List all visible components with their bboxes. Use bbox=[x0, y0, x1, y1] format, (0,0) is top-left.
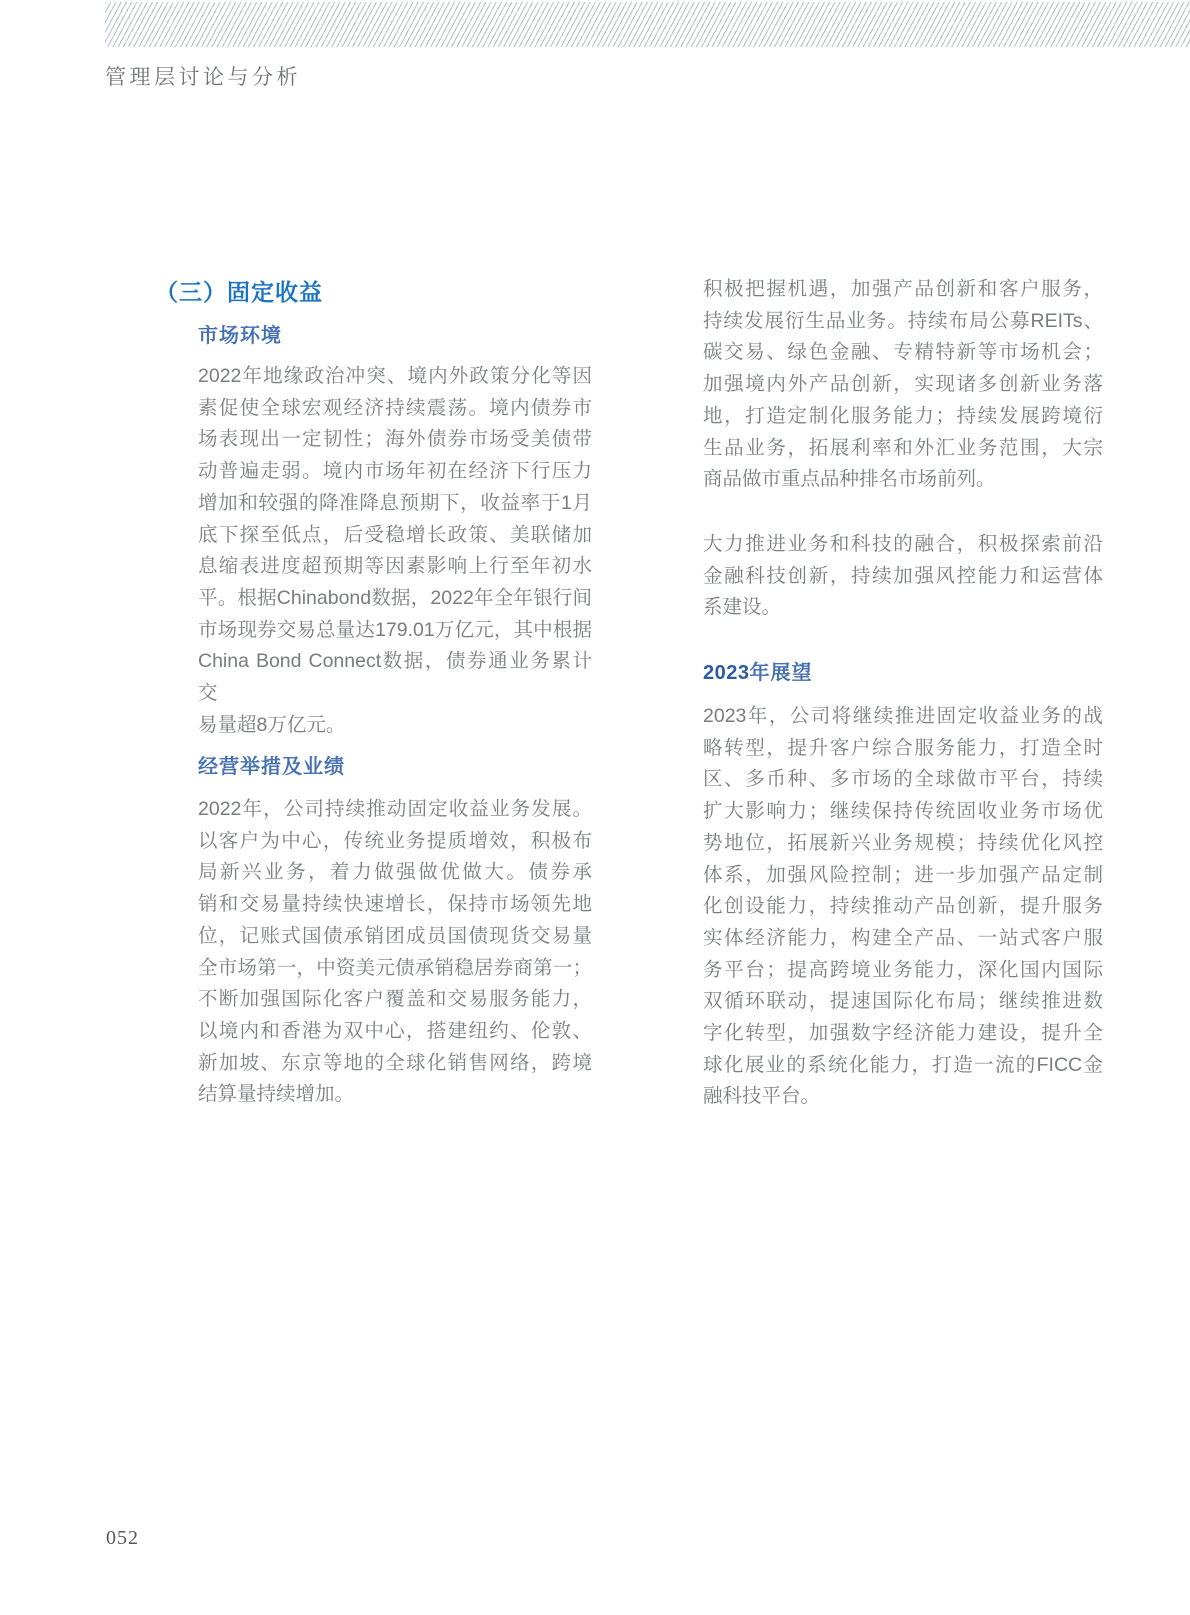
text-line: 扩大影响力；继续保持传统固收业务市场优 bbox=[703, 800, 1103, 823]
text-line: 地，打造定制化服务能力；持续发展跨境衍 bbox=[703, 404, 1103, 427]
text-line: 增加和较强的降准降息预期下，收益率于1月 bbox=[198, 491, 592, 514]
text-line: 以境内和香港为双中心，搭建纽约、伦敦、 bbox=[198, 1019, 592, 1042]
text-line: 易量超8万亿元。 bbox=[198, 713, 346, 736]
text-line: 以客户为中心，传统业务提质增效，积极布 bbox=[198, 829, 592, 852]
text-line: 2023年，公司将继续推进固定收益业务的战 bbox=[703, 705, 1103, 727]
text-line: 金融科技创新，持续加强风控能力和运营体 bbox=[703, 564, 1103, 587]
paragraph-operating-measures bbox=[198, 794, 592, 1111]
subheading-2023-outlook bbox=[703, 656, 813, 685]
text-line: 2022年地缘政治冲突、境内外政策分化等因 bbox=[198, 365, 592, 387]
text-line: 略转型，提升客户综合服务能力，打造全时 bbox=[703, 736, 1103, 759]
text-line: 碳交易、绿色金融、专精特新等市场机会； bbox=[703, 341, 1103, 364]
text-line: 积极把握机遇，加强产品创新和客户服务， bbox=[703, 278, 1103, 300]
text-line: 商品做市重点品种排名市场前列。 bbox=[703, 468, 996, 491]
text-line: 加强境内外产品创新，实现诸多创新业务落 bbox=[703, 373, 1103, 396]
text-line: 生品业务，拓展利率和外汇业务范围，大宗 bbox=[703, 436, 1103, 459]
text-line: China Bond Connect数据，债券通业务累计交 bbox=[198, 650, 592, 705]
text-line: 球化展业的系统化能力，打造一流的FICC金 bbox=[703, 1053, 1103, 1076]
text-line: 持续发展衍生品业务。持续布局公募REITs、 bbox=[703, 309, 1103, 332]
text-line: 势地位，拓展新兴业务规模；持续优化风控 bbox=[703, 831, 1103, 854]
text-line: 不断加强国际化客户覆盖和交易服务能力， bbox=[198, 988, 592, 1011]
text-line: 息缩表进度超预期等因素影响上行至年初水 bbox=[198, 555, 592, 578]
text-line: 新加坡、东京等地的全球化销售网络，跨境 bbox=[198, 1051, 592, 1074]
text-line: 位，记账式国债承销团成员国债现货交易量 bbox=[198, 924, 592, 947]
subheading-operating-measures: 经营举措及业绩 bbox=[198, 756, 345, 778]
text-line: 动普遍走弱。境内市场年初在经济下行压力 bbox=[198, 460, 592, 483]
subheading-market-environment: 市场环境 bbox=[198, 325, 282, 347]
paragraph-2023-outlook bbox=[703, 701, 1103, 1113]
text-line: 字化转型，加强数字经济能力建设，提升全 bbox=[703, 1022, 1103, 1045]
section-heading-fixed-income: （三）固定收益 bbox=[155, 279, 323, 305]
page-number: 052 bbox=[106, 1527, 139, 1549]
text-line: 系建设。 bbox=[703, 596, 782, 619]
text-line: 体系，加强风险控制；进一步加强产品定制 bbox=[703, 863, 1103, 886]
text-line: 2022年，公司持续推动固定收益业务发展。 bbox=[198, 798, 592, 820]
text-line: 双循环联动，提速国际化布局；继续推进数 bbox=[703, 990, 1103, 1013]
text-line: 平。根据Chinabond数据，2022年全年银行间 bbox=[198, 586, 592, 609]
text-line: 结算量持续增加。 bbox=[198, 1083, 355, 1106]
chapter-title: 管理层讨论与分析 bbox=[105, 66, 301, 89]
text-line: 场表现出一定韧性；海外债券市场受美债带 bbox=[198, 428, 592, 451]
text-line: 化创设能力，持续推动产品创新，提升服务 bbox=[703, 895, 1103, 918]
text-line: 素促使全球宏观经济持续震荡。境内债券市 bbox=[198, 396, 592, 419]
text-line: 实体经济能力，构建全产品、一站式客户服 bbox=[703, 926, 1103, 949]
text-line: 全市场第一，中资美元债承销稳居券商第一； bbox=[198, 956, 592, 979]
text-line: 底下探至低点，后受稳增长政策、美联储加 bbox=[198, 523, 592, 546]
decorative-hatch-band bbox=[105, 2, 1190, 47]
text-line: 局新兴业务，着力做强做优做大。债券承 bbox=[198, 861, 592, 884]
paragraph-market-environment bbox=[198, 361, 592, 741]
text-line: 市场现券交易总量达179.01万亿元，其中根据 bbox=[198, 618, 592, 641]
outlook-heading-text: 年展望 bbox=[749, 662, 813, 684]
text-line: 销和交易量持续快速增长，保持市场领先地 bbox=[198, 893, 592, 916]
outlook-year-number: 2023 bbox=[703, 662, 750, 684]
text-line: 融科技平台。 bbox=[703, 1085, 821, 1108]
text-line: 区、多币种、多市场的全球做市平台，持续 bbox=[703, 768, 1103, 791]
paragraph-fintech-integration bbox=[703, 529, 1103, 624]
text-line: 大力推进业务和科技的融合，积极探索前沿 bbox=[703, 533, 1103, 555]
paragraph-opportunities bbox=[703, 274, 1103, 496]
text-line: 务平台；提高跨境业务能力，深化国内国际 bbox=[703, 958, 1103, 981]
